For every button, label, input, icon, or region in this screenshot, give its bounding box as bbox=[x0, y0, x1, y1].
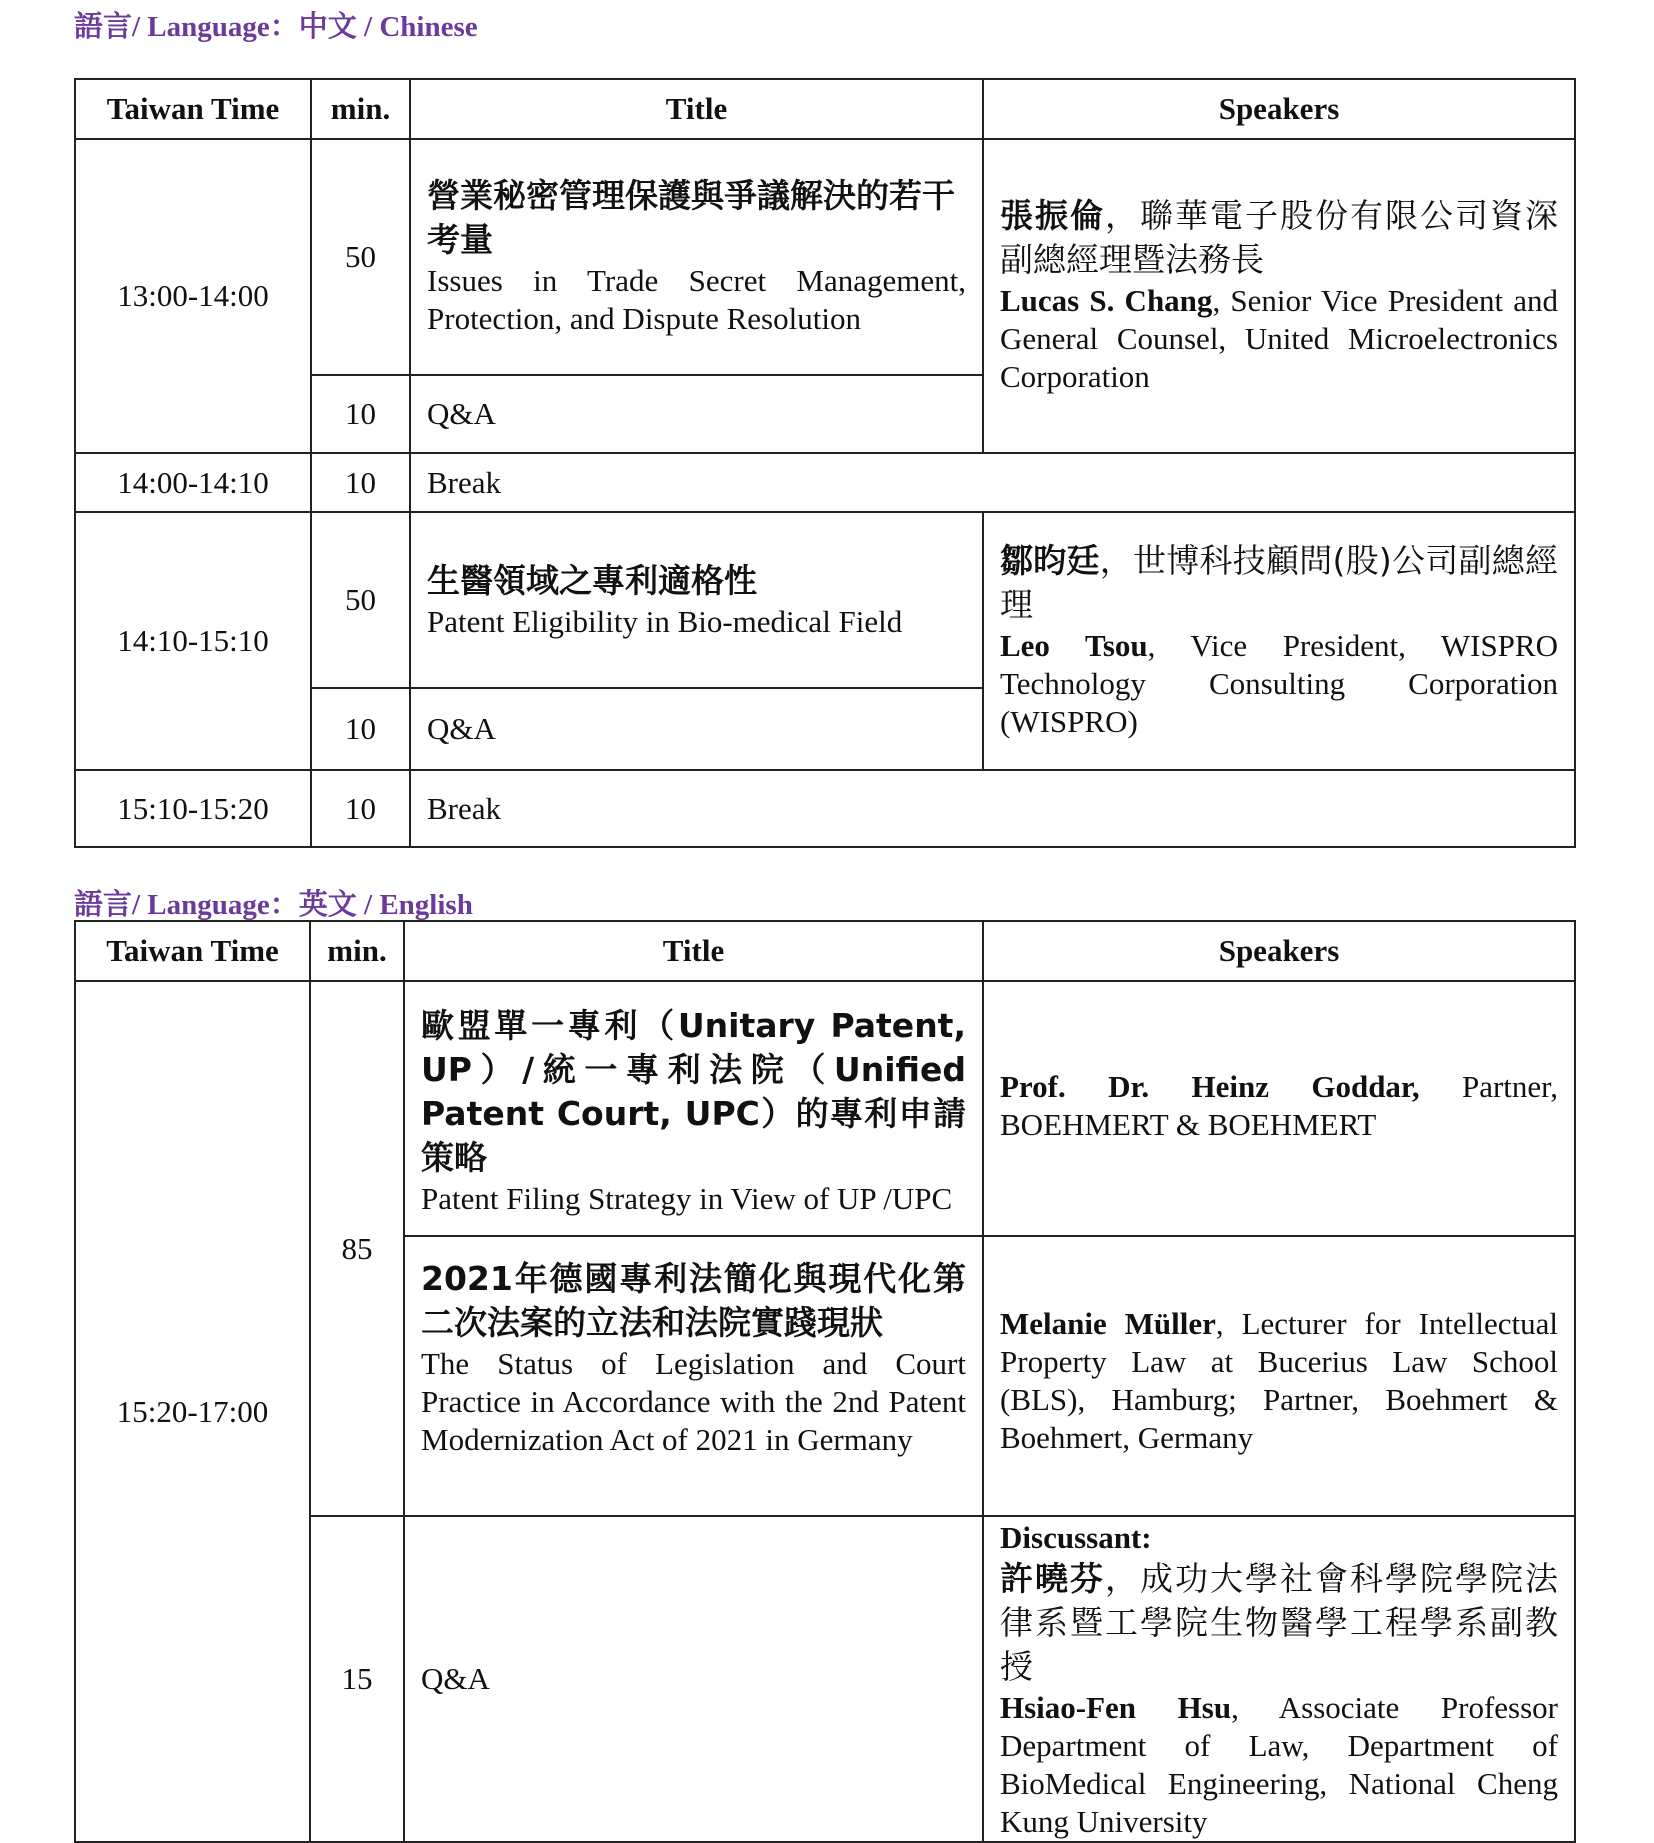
speaker-desc-english: , Vice President, WISPRO Technology Consulting Corporation (WISPRO) bbox=[1000, 628, 1558, 739]
table-header-row bbox=[75, 921, 1575, 981]
section-heading-chinese: 語言/ Language：中文 / Chinese bbox=[74, 11, 478, 43]
speaker-desc-english: , Lecturer for Intellectual Property Law at Bucerius Law School (BLS), Hamburg; Partner, Boehmert & Boehmert, Germany bbox=[1000, 1306, 1558, 1455]
speaker-name-chinese: 鄒昀廷 bbox=[1000, 541, 1100, 580]
table-row bbox=[75, 512, 1575, 688]
header-title: Title bbox=[404, 921, 983, 981]
speaker-desc-english: Partner, BOEHMERT & BOEHMERT bbox=[1000, 1069, 1558, 1142]
session-speakers bbox=[983, 139, 1575, 453]
session-speakers bbox=[983, 1236, 1575, 1516]
title-chinese: 2021年德國專利法簡化與現代化第二次法案的立法和法院實踐現狀 bbox=[421, 1259, 966, 1342]
speaker-english bbox=[1000, 282, 1558, 396]
speaker-desc-chinese: ，世博科技顧問(股)公司副總經理 bbox=[1000, 541, 1558, 624]
table-header-row bbox=[75, 79, 1575, 139]
title-english: The Status of Legislation and Court Practice in Accordance with the 2nd Patent Modernization Act of 2021 in Germany bbox=[421, 1346, 966, 1457]
header-min: min. bbox=[310, 921, 404, 981]
speaker-chinese bbox=[1000, 194, 1558, 282]
session-speakers bbox=[983, 1516, 1575, 1842]
title-english: Patent Eligibility in Bio-medical Field bbox=[427, 604, 903, 639]
session-title bbox=[404, 1236, 983, 1516]
session-time: 13:00-14:00 bbox=[75, 139, 311, 453]
break-row bbox=[75, 770, 1575, 847]
speaker-english bbox=[1000, 627, 1558, 741]
section-heading-english: 語言/ Language：英文 / English bbox=[74, 889, 473, 921]
qa-minutes: 15 bbox=[310, 1516, 404, 1842]
break-time: 15:10-15:20 bbox=[75, 770, 311, 847]
speaker-name-english: Prof. Dr. Heinz Goddar, bbox=[1000, 1069, 1420, 1104]
title-chinese: 營業秘密管理保護與爭議解決的若干考量 bbox=[427, 176, 955, 259]
schedule-table-chinese bbox=[74, 78, 1576, 848]
break-minutes: 10 bbox=[311, 453, 410, 512]
session-minutes: 50 bbox=[311, 512, 410, 688]
discussant-label: Discussant: bbox=[1000, 1520, 1152, 1555]
session-title bbox=[404, 981, 983, 1236]
speaker-desc-chinese: ，成功大學社會科學院學院法律系暨工學院生物醫學工程學系副教授 bbox=[1000, 1559, 1558, 1686]
table-row bbox=[75, 981, 1575, 1236]
session-time: 15:20-17:00 bbox=[75, 981, 310, 1842]
qa-minutes: 10 bbox=[311, 688, 410, 770]
title-chinese: 歐盟單一專利（Unitary Patent, UP）/統一專利法院（Unified Patent Court, UPC）的專利申請策略 bbox=[421, 1006, 966, 1177]
speaker-name-english: Leo Tsou bbox=[1000, 628, 1148, 663]
break-time: 14:00-14:10 bbox=[75, 453, 311, 512]
qa-label: Q&A bbox=[410, 375, 983, 453]
speaker-english bbox=[1000, 1689, 1558, 1841]
header-speakers: Speakers bbox=[983, 79, 1575, 139]
session-title bbox=[410, 139, 983, 375]
break-minutes: 10 bbox=[311, 770, 410, 847]
break-label: Break bbox=[410, 770, 1575, 847]
speaker-desc-english: , Associate Professor Department of Law, Department of BioMedical Engineering, National Cheng Kung University bbox=[1000, 1690, 1558, 1839]
speaker-desc-chinese: ，聯華電子股份有限公司資深副總經理暨法務長 bbox=[1000, 196, 1558, 279]
session-minutes: 85 bbox=[310, 981, 404, 1516]
header-speakers: Speakers bbox=[983, 921, 1575, 981]
session-minutes: 50 bbox=[311, 139, 410, 375]
speaker-name-english: Hsiao-Fen Hsu bbox=[1000, 1690, 1232, 1725]
header-time: Taiwan Time bbox=[75, 79, 311, 139]
speaker-chinese bbox=[1000, 1557, 1558, 1689]
break-label: Break bbox=[410, 453, 1575, 512]
speaker-name-english: Lucas S. Chang bbox=[1000, 283, 1213, 318]
qa-label: Q&A bbox=[404, 1516, 983, 1842]
speaker-name-english: Melanie Müller bbox=[1000, 1306, 1216, 1341]
title-english: Patent Filing Strategy in View of UP /UPC bbox=[421, 1181, 953, 1216]
qa-minutes: 10 bbox=[311, 375, 410, 453]
break-row bbox=[75, 453, 1575, 512]
table-row bbox=[75, 139, 1575, 375]
header-time: Taiwan Time bbox=[75, 921, 310, 981]
speaker-desc-english: , Senior Vice President and General Counsel, United Microelectronics Corporation bbox=[1000, 283, 1558, 394]
schedule-table-english bbox=[74, 920, 1576, 1843]
session-speakers bbox=[983, 981, 1575, 1236]
speaker-chinese bbox=[1000, 539, 1558, 627]
speaker-name-chinese: 張振倫 bbox=[1000, 196, 1105, 235]
header-min: min. bbox=[311, 79, 410, 139]
title-chinese: 生醫領域之專利適格性 bbox=[427, 561, 757, 600]
qa-label: Q&A bbox=[410, 688, 983, 770]
session-time: 14:10-15:10 bbox=[75, 512, 311, 770]
speaker-name-chinese: 許曉芬 bbox=[1000, 1559, 1105, 1598]
header-title: Title bbox=[410, 79, 983, 139]
title-english: Issues in Trade Secret Management, Protection, and Dispute Resolution bbox=[427, 263, 966, 336]
session-title bbox=[410, 512, 983, 688]
session-speakers bbox=[983, 512, 1575, 770]
